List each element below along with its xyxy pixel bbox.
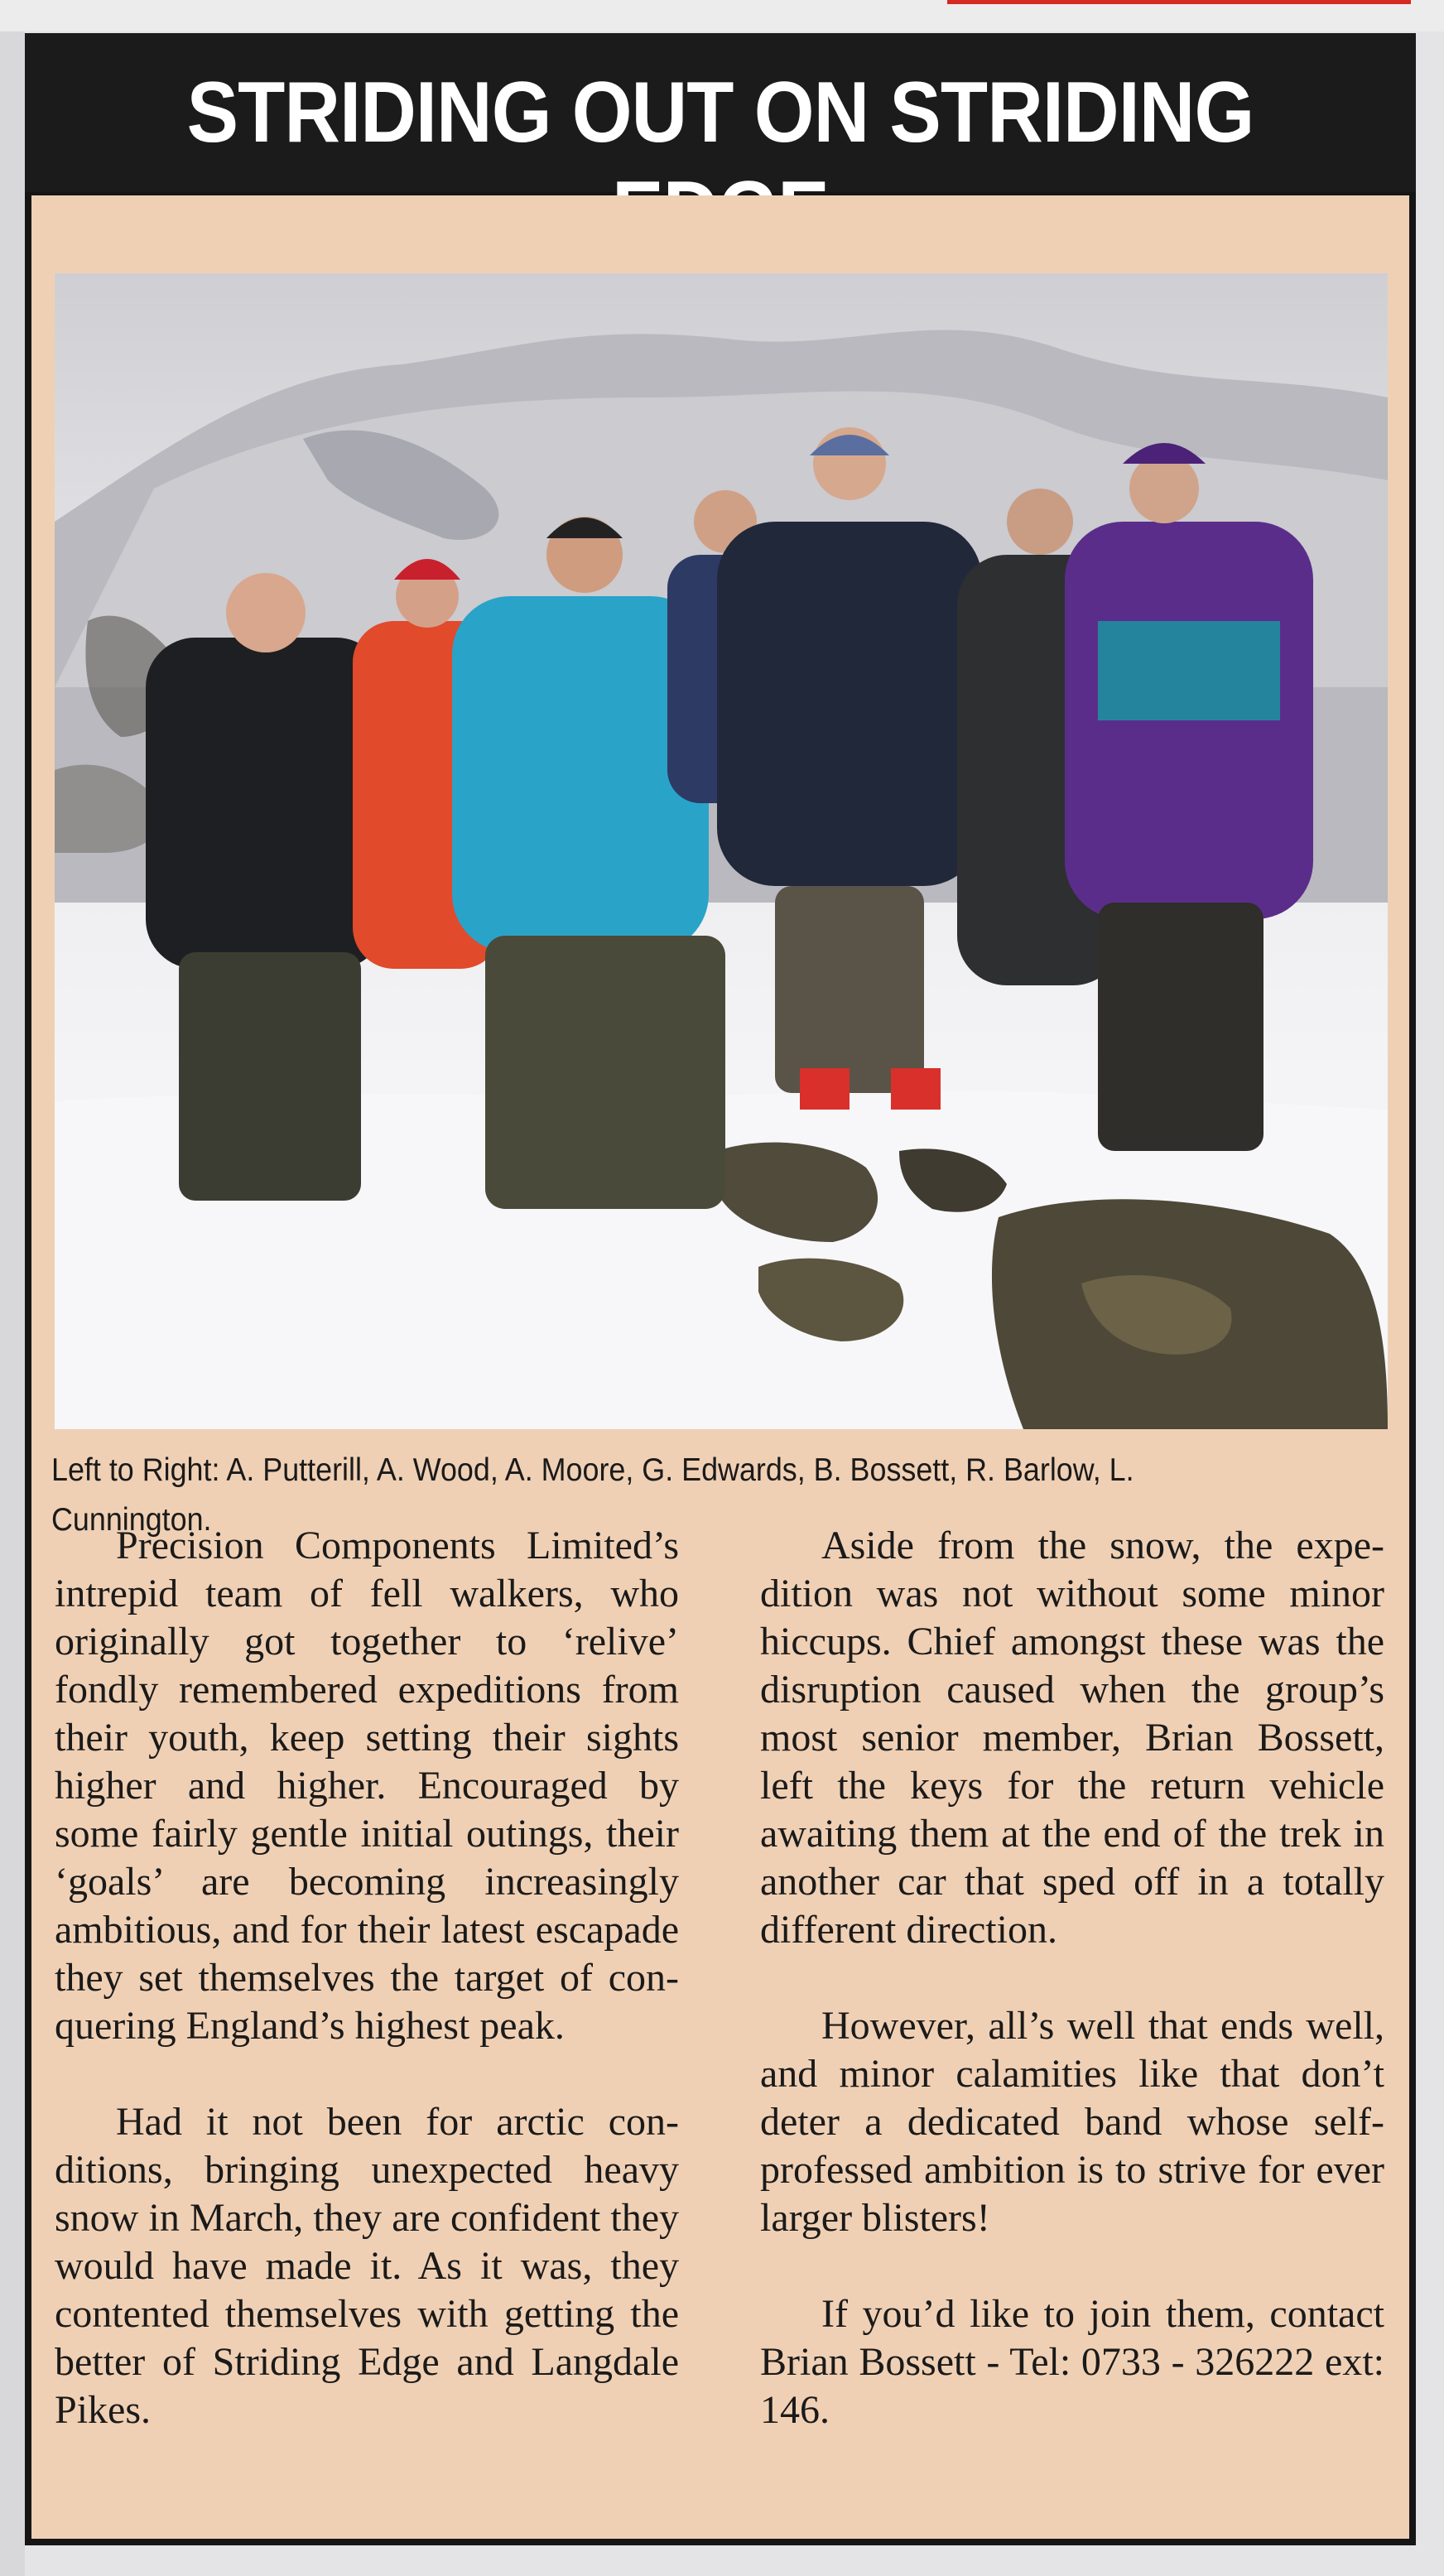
group-photo — [55, 273, 1388, 1429]
article-frame — [25, 33, 1416, 2545]
photo-caption: Left to Right: A. Putterill, A. Wood, A. Moore, G. Edwards, B. Bossett, R. Barlow, L. Cunnington. — [51, 1452, 1134, 1538]
article-column-right — [760, 1522, 1384, 2482]
article-panel — [31, 195, 1409, 2539]
article-column-left — [55, 1522, 679, 2482]
article-paragraph: Had it not been for arctic conditions, bringing unexpected heavy snow in March, they are confident they would have made it. As it was, they contented themselves with getting the better of Striding Edge and Langdale Pikes. — [55, 2100, 679, 2432]
accent-rule — [947, 0, 1411, 4]
article-paragraph: Aside from the snow, the expedition was not without some minor hiccups. Chief amongst these was the disruption caused when the group’s most senior member, Brian Bossett, left the keys for the return vehicle awaiting them at the end of the trek in another car that sped off in a totally different direction. — [760, 1524, 1384, 1952]
page-edge — [0, 31, 25, 2576]
article-paragraph: However, all’s well that ends well, and minor calamities like that don’t deter a dedicated band whose self-professed ambition is to strive for ever larger blisters! — [760, 2004, 1384, 2240]
headline-banner — [25, 33, 1416, 192]
top-rule — [0, 0, 1444, 31]
contact-paragraph: If you’d like to join them, contact Brian Bossett - Tel: 0733 - 326222 ext: 146. — [760, 2292, 1384, 2432]
article-paragraph: Precision Components Limited’s intrepid team of fell walkers, who originally got together to ‘relive’ fondly remembered expeditions from their youth, keep setting their sights higher and higher. Encouraged by some fairly gentle initial outings, their ‘goals’ are becoming increasingly ambitious, and for their latest escapade they set themselves the target of conquering England’s highest peak. — [55, 1524, 679, 2048]
headline: STRIDING OUT ON STRIDING — [186, 65, 1254, 161]
snowy-mountain-scene — [55, 273, 1388, 1429]
